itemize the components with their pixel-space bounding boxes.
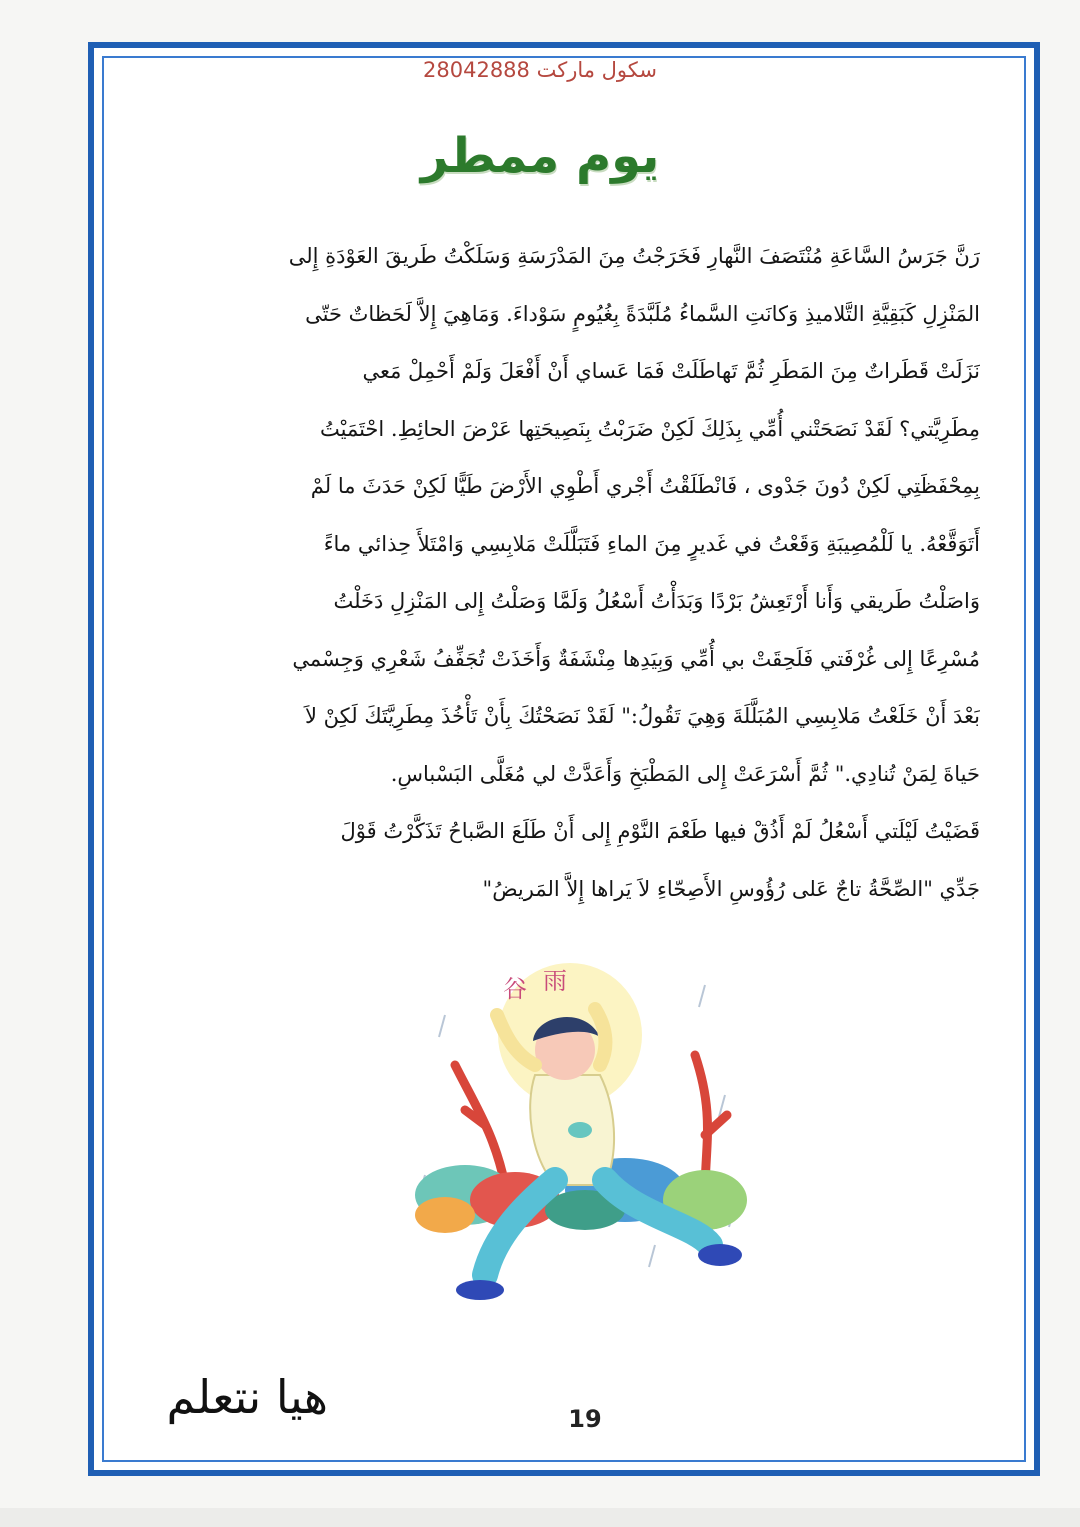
story-line: حَياةَ لِمَنْ تُنادِي." ثُمَّ أَسْرَعَتْ إِلى المَطْبَخِ وَأَعَدَّتْ لي مُغَلَّى البَسْباسِ.: [390, 761, 980, 786]
story-body: [170, 228, 980, 918]
story-line: مُسْرِعًا إِلى غُرْفَتي فَلَحِقَتْ بي أُمِّي وَبِيَدِها مِنْشَفَةٌ وَأَخَذَتْ تُجَفِّفُ شَعْرِي وَجِسْمي: [292, 646, 980, 671]
story-line: بِمِحْفَظَتِي لَكِنْ دُونَ جَدْوى ، فَانْطَلَقْتُ أَجْري أَطْوِي الأَرْضَ طَيًّا لَكِنْ حَدَثَ ما لَمْ: [310, 474, 980, 498]
story-line: مِطَرِيَّتي؟ لَقَدْ نَصَحَتْني أُمِّي بِذَلِكَ لَكِنْ ضَرَبْتُ بِنَصِيحَتِها عَرْضَ الحائِطِ. احْتَمَيْتُ: [320, 416, 980, 441]
rainy-child-illustration: [405, 945, 750, 1320]
story-line: وَاصَلْتُ طَريقي وَأَنا أَرْتَعِشُ بَرْدًا وَبَدَأْتُ أَسْعُلُ وَلَمَّا وَصَلْتُ إِلى المَنْزِلِ دَخَلْتُ: [333, 589, 980, 613]
story-line: المَنْزِلِ كَبَقِيَّةِ التَّلاميذِ وَكانَتِ السَّماءُ مُلَبَّدَةً بِغُيُومٍ سَوْداءَ. وَمَاهِيَ إِلاَّ لَحَظاتٌ حَتّى: [305, 301, 980, 326]
page-number: 19: [568, 1405, 602, 1433]
story-line: نَزَلَتْ قَطَراتٌ مِنَ المَطَرِ ثُمَّ تَهاطَلَتْ فَمَا عَساي أَنْ أَفْعَلَ وَلَمْ أَحْمِلْ مَعي: [362, 359, 980, 383]
brand-text: هيا نتعلم: [166, 1370, 328, 1424]
story-line: بَعْدَ أَنْ خَلَعْتُ مَلابِسِي المُبَلَّلَةَ وَهِيَ تَقُولُ:" لَقَدْ نَصَحْتُكَ بِأَنْ تَأْخُذَ مِطَرِيَّتَكَ لَكِنْ لاَ: [305, 704, 980, 728]
badge-left-character: 谷: [503, 975, 527, 1003]
badge-right-character: 雨: [543, 967, 567, 995]
header-watermark: سكول ماركت 28042888: [423, 58, 657, 82]
story-line: رَنَّ جَرَسُ السَّاعَةِ مُنْتَصَفَ النَّهارِ فَخَرَجْتُ مِنَ المَدْرَسَةِ وَسَلَكْتُ طَريقَ العَوْدَةِ إِلى: [288, 244, 980, 268]
story-line: أَتَوَقَّعْهُ. يا لَلْمُصِيبَةِ وَقَعْتُ في غَديرٍ مِنَ الماءِ فَتَبَلَّلَتْ مَلابِسِي وَامْتَلأَ حِذائي ماءً: [323, 531, 980, 556]
story-line: قَضَيْتُ لَيْلَتي أَسْعُلُ لَمْ أَذُقْ فيها طَعْمَ النَّوْمِ إِلى أَنْ طَلَعَ الصَّباحُ تَذَكَّرْتُ قَوْلَ: [340, 819, 980, 843]
story-title: يوم ممطر: [420, 128, 660, 184]
bottom-strip: [0, 1508, 1080, 1527]
story-line: جَدِّي "الصِّحَّةُ تاجٌ عَلى رُؤُوسِ الأَصِحّاءِ لاَ يَراها إِلاَّ المَريضُ": [482, 876, 980, 901]
